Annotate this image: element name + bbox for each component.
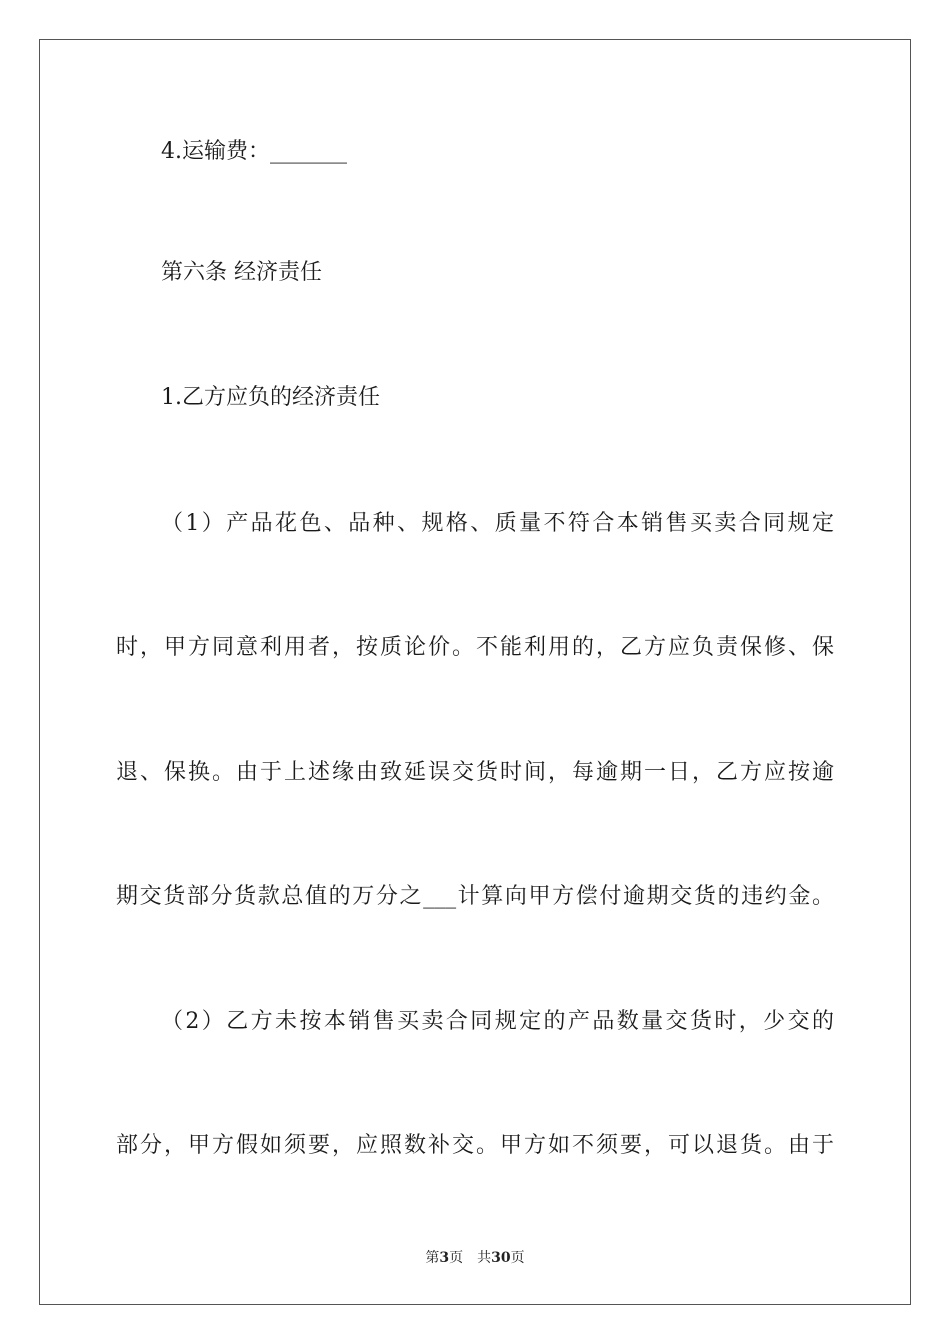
page-footer <box>0 1248 950 1268</box>
page-border <box>39 39 911 1305</box>
clause-2-line-1: （2）乙方未按本销售买卖合同规定的产品数量交货时，少交的 <box>161 1009 834 1034</box>
footer-total-suffix: 页 <box>510 1250 525 1266</box>
clause-1-line-2: 时，甲方同意利用者，按质论价。不能利用的，乙方应负责保修、保 <box>116 635 834 660</box>
footer-total-prefix: 共 <box>477 1250 492 1266</box>
footer-page-prefix: 第 <box>425 1250 440 1266</box>
footer-page-suffix: 页 <box>449 1250 464 1266</box>
clause-1-line-4: 期交货部分货款总值的万分之___计算向甲方偿付逾期交货的违约金。 <box>116 884 834 909</box>
article-six-heading: 第六条 经济责任 <box>161 260 322 285</box>
section-party-b-liability: 1.乙方应负的经济责任 <box>161 385 380 410</box>
clause-1-line-1: （1）产品花色、品种、规格、质量不符合本销售买卖合同规定 <box>161 511 834 536</box>
footer-page-number: 3 <box>439 1250 450 1266</box>
paragraph-freight-fee: 4.运输费：_______ <box>161 139 347 164</box>
clause-2-line-2: 部分，甲方假如须要，应照数补交。甲方如不须要，可以退货。由于 <box>116 1133 834 1158</box>
clause-1-line-3: 退、保换。由于上述缘由致延误交货时间，每逾期一日，乙方应按逾 <box>116 760 834 785</box>
footer-total-pages: 30 <box>491 1250 511 1266</box>
